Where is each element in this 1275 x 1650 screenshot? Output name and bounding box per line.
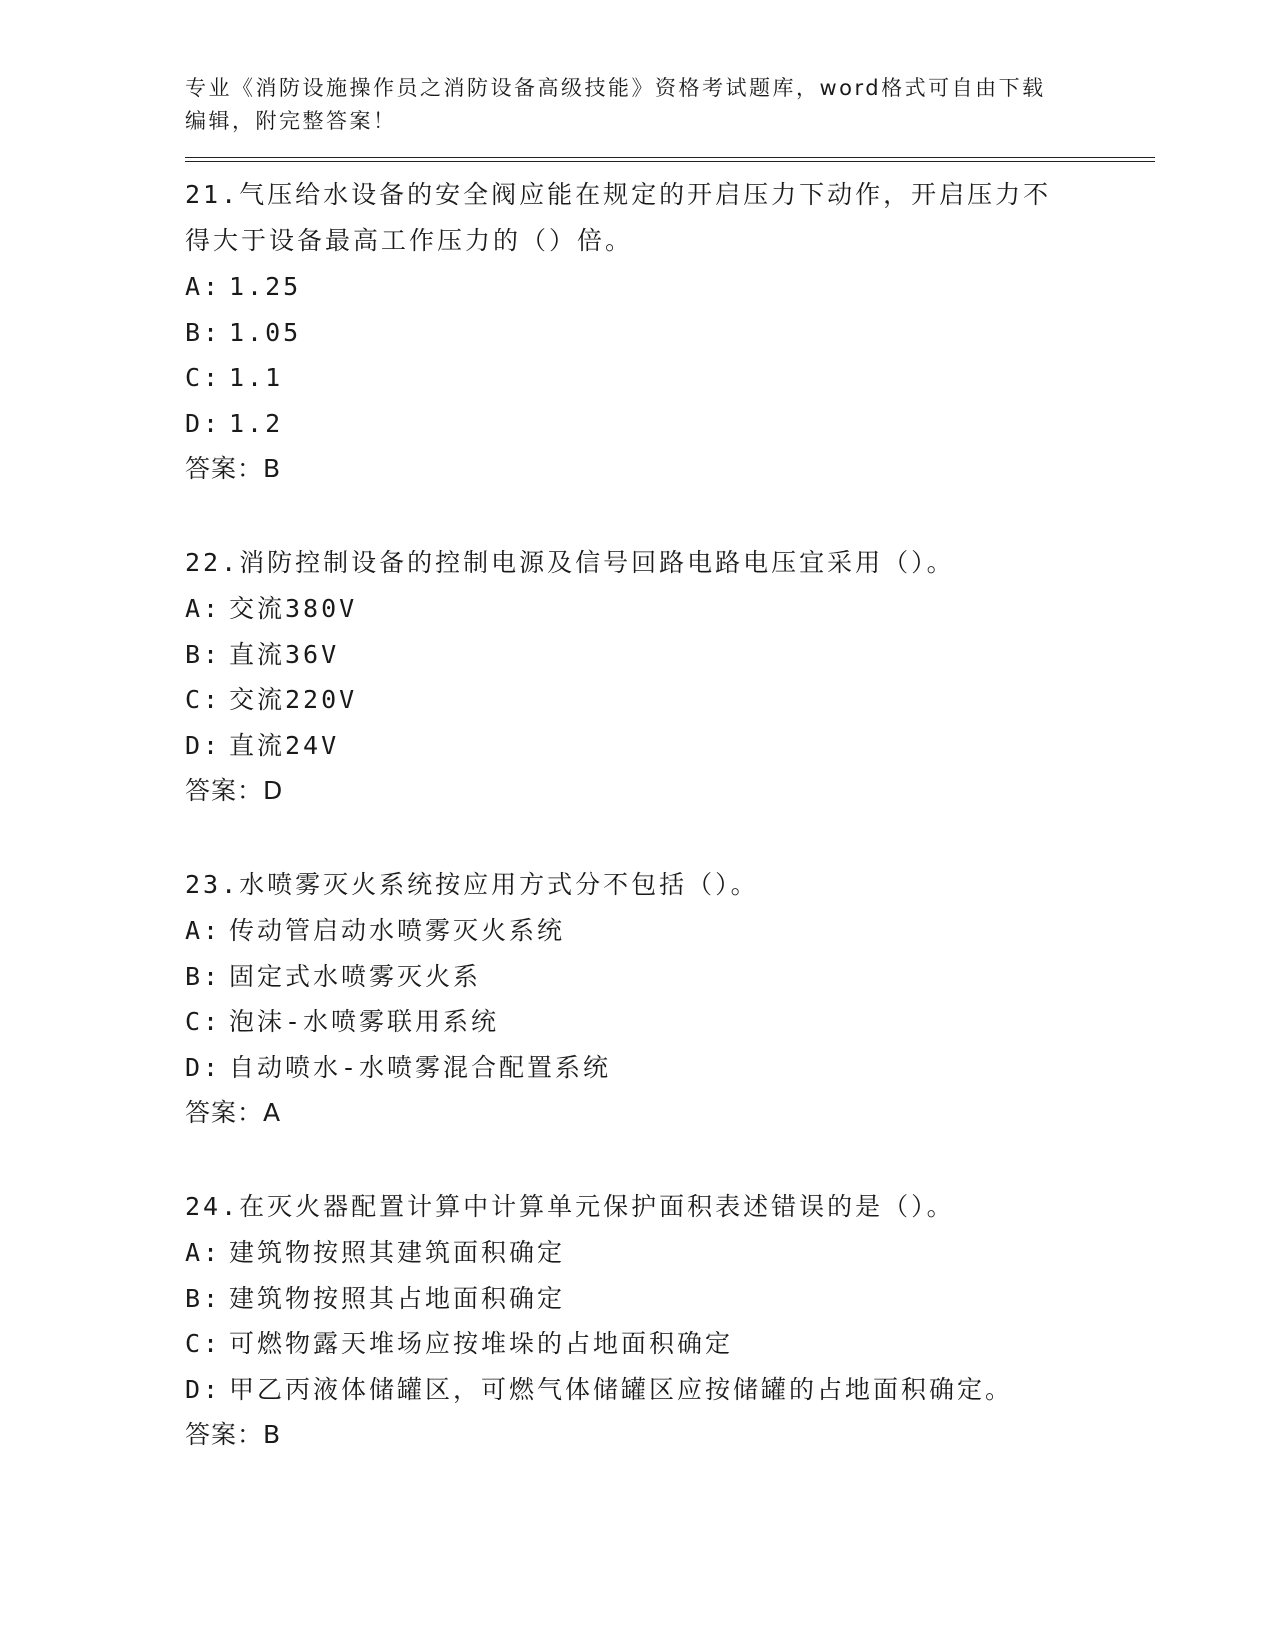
option-c	[185, 677, 1155, 723]
option-a	[185, 586, 1155, 632]
option-key: C:	[185, 1007, 222, 1036]
answer-line: 答案：A	[185, 1098, 282, 1127]
option-key: A:	[185, 916, 222, 945]
question-22	[185, 540, 1155, 814]
option-a	[185, 264, 1155, 310]
option-key: B:	[185, 1283, 222, 1313]
option-text: 建筑物按照其占地面积确定	[229, 1283, 566, 1313]
option-key: B:	[185, 317, 222, 347]
answer-line: 答案：D	[185, 776, 284, 805]
option-text: 泡沫-水喷雾联用系统	[229, 1007, 500, 1036]
option-text: 自动喷水-水喷雾混合配置系统	[229, 1052, 612, 1082]
option-text: 甲乙丙液体储罐区，可燃气体储罐区应按储罐的占地面积确定。	[229, 1374, 1014, 1404]
option-b	[185, 632, 1155, 678]
option-key: B:	[185, 961, 222, 991]
option-text: 交流380V	[229, 594, 358, 623]
answer-line: 答案：B	[185, 454, 282, 483]
option-key: C:	[185, 1329, 222, 1358]
option-text: 传动管启动水喷雾灭火系统	[229, 916, 566, 945]
option-b	[185, 954, 1155, 1000]
option-text: 1.05	[229, 317, 302, 347]
option-key: A:	[185, 1238, 222, 1267]
option-text: 1.25	[229, 272, 302, 301]
question-stem: 22.消防控制设备的控制电源及信号回路电路电压宜采用（）。	[185, 548, 955, 577]
option-d	[185, 401, 1155, 447]
option-key: A:	[185, 272, 222, 301]
option-key: B:	[185, 639, 222, 669]
question-23	[185, 862, 1155, 1136]
option-b	[185, 1276, 1155, 1322]
option-key: D:	[185, 1052, 222, 1082]
option-d	[185, 1367, 1155, 1413]
option-key: A:	[185, 594, 222, 623]
option-text: 直流24V	[229, 730, 340, 760]
option-b	[185, 310, 1155, 356]
question-stem: 23.水喷雾灭火系统按应用方式分不包括（）。	[185, 870, 759, 899]
question-21	[185, 172, 1155, 492]
option-c	[185, 355, 1155, 401]
option-text: 建筑物按照其建筑面积确定	[229, 1238, 566, 1267]
option-key: C:	[185, 685, 222, 714]
option-a	[185, 1230, 1155, 1276]
header-divider	[185, 157, 1155, 162]
document-header: 专业《消防设施操作员之消防设备高级技能》资格考试题库，word格式可自由下载编辑，附完整答案！	[185, 76, 1046, 133]
option-key: D:	[185, 730, 222, 760]
document-page	[185, 72, 1155, 1458]
option-c	[185, 999, 1155, 1045]
option-d	[185, 723, 1155, 769]
question-24	[185, 1184, 1155, 1458]
question-stem: 21.气压给水设备的安全阀应能在规定的开启压力下动作，开启压力不得大于设备最高工作压力的（）倍。	[185, 180, 1052, 255]
option-key: C:	[185, 363, 222, 392]
question-stem: 24.在灭火器配置计算中计算单元保护面积表述错误的是（）。	[185, 1192, 955, 1221]
option-c	[185, 1321, 1155, 1367]
option-d	[185, 1045, 1155, 1091]
option-text: 可燃物露天堆场应按堆垛的占地面积确定	[229, 1329, 734, 1358]
option-text: 1.1	[229, 363, 284, 392]
option-key: D:	[185, 408, 222, 438]
answer-line: 答案：B	[185, 1420, 282, 1449]
option-text: 直流36V	[229, 639, 340, 669]
option-a	[185, 908, 1155, 954]
option-text: 交流220V	[229, 685, 358, 714]
option-key: D:	[185, 1374, 222, 1404]
option-text: 固定式水喷雾灭火系	[229, 961, 482, 991]
option-text: 1.2	[229, 408, 284, 438]
